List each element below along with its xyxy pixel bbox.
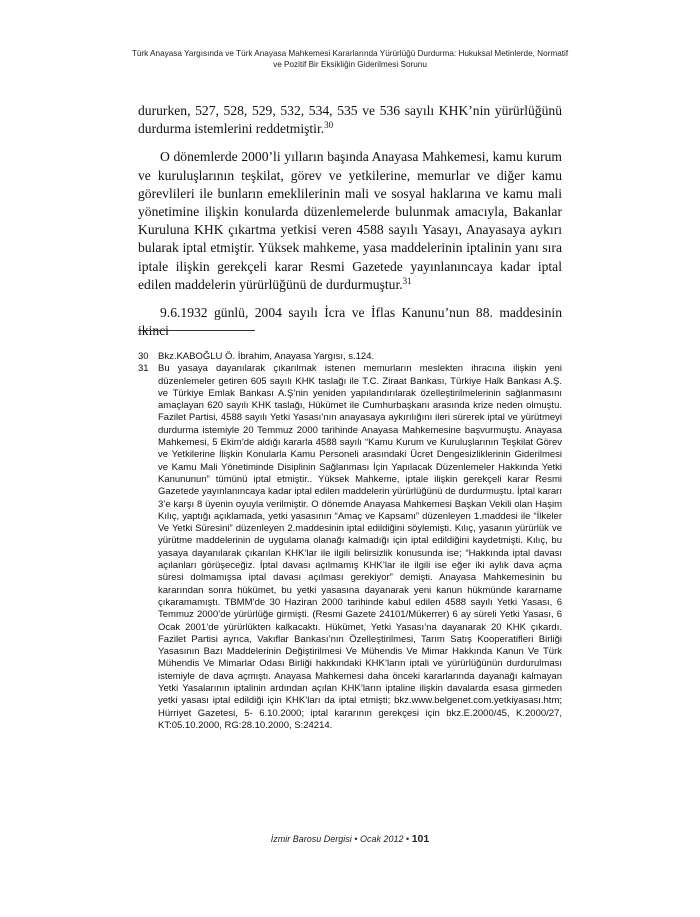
footnote-number: 30 (138, 351, 149, 362)
page-footer (138, 833, 562, 845)
paragraph-text: O dönemlerde 2000’li yılların başında Anayasa Mahkemesi, kamu kurum ve kuruluşlarının teşkilat, görev ve yetkilerine, memurlar ve diğer kamu görevlileri ile bunların emeklilerinin mali ve sosyal haklarına ve kamu mali yönetimine ilişkin konularda düzenlemelerde bulunmak amacıyla, Bakanlar Kuruluna KHK çıkartma yetkisi veren 4588 sayılı Yasayı, Anayasaya aykırı bularak iptal etmiştir. Yüksek mahkeme, yasa maddelerinin iptalinin yanı sıra iptale ilişkin gerekçeli karar Resmi Gazetede yayınlanıncaya kadar iptal edilen maddelerin yürürlüğünü de durdurmuştur. (138, 149, 562, 292)
issue-date: Ocak 2012 (359, 834, 404, 844)
body-text (138, 102, 562, 350)
paragraph-text: dururken, 527, 528, 529, 532, 534, 535 ve 536 sayılı KHK’nin yürürlüğünü durdurma istemlerini reddetmiştir. (138, 103, 562, 137)
running-header (130, 48, 570, 70)
footnote-ref-30: 30 (324, 120, 334, 131)
footnote-separator (138, 330, 255, 331)
footnote (138, 363, 562, 732)
journal-name: İzmir Barosu Dergisi (270, 834, 352, 844)
footnotes (138, 351, 562, 732)
footnote (138, 351, 562, 363)
body-paragraph (138, 148, 562, 294)
footnote-ref-31: 31 (402, 275, 412, 286)
footer-separator: • (354, 834, 358, 844)
footer-separator: • (406, 834, 410, 844)
page-number: 101 (411, 833, 430, 845)
body-paragraph (138, 304, 562, 340)
paragraph-text: 9.6.1932 günlü, 2004 sayılı İcra ve İflas Kanunu’nun 88. maddesinin ikinci (138, 305, 562, 339)
footnote-text: Bu yasaya dayanılarak çıkarılmak istenen memurların meslekten ihracına ilişkin yeni düzenlemeler getiren 605 sayılı KHK taslağı ile T.C. Ziraat Bankası, Türkiye Halk Bankası A.Ş. ve Türkiye Emlak Bankası A.Ş’nin yeniden yapılandırılarak özelleştirilmelerinin sağlanmasını amaçlayan 620 sayılı KHK taslağı, Hükümet ile Cumhurbaşkanı arasında krize neden olmuştu. Fazilet Partisi, 4588 sayılı Yetki Yasası’nın anayasaya aykırılığını ileri sürerek iptal ve yürütmeyi durdurma istemiyle 20 Temmuz 2000 tarihinde Anayasa Mahkemesine başvurmuştu. Anayasa Mahkemesi, 5 Ekim’de aldığı kararla 4588 sayılı “Kamu Kurum ve Kuruluşlarının Teşkilat Görev ve Yetkilerine İlişkin Konularla Kamu Personeli arasındaki Ücret Dengesizliklerinin Giderilmesi ve Kamu Mali Yönetiminde Disiplinin Sağlanması İçin Yapılacak Düzenlemeler Hakkında Yetki Kanununun” tümünü iptal etmiştir.. Yüksek Mahkeme, iptale ilişkin gerekçeli karar Resmi Gazetede yayınlanıncaya kadar iptal edilen maddelerin yürürlüğünü de durdurmuştu. İptal kararı 3’e karşı 8 üyenin oyuyla verilmiştir. O dönemde Anayasa Mahkemesi Başkan Vekili olan Haşim Kılıç, yaptığı açıklamada, yetki yasasının “Amaç ve Kapsamı” düzenleyen 1.maddesi ile “İlkeler Ve Yetki Süresini” düzenleyen 2.maddesinin iptal edildiğini söylemişti. Kılıç, yasanın yürürlük ve yürütme maddelerinin de uygulama olanağı kalmadığı için iptal edildiğini kaydetmişti. Kılıç, bu yasaya dayanılarak çıkarılan KHK’lar ile ilgili belirsizlik konusunda ise; “Hakkında iptal davası açılanları görüşeceğiz. İptal davası açılmamış KHK’lar ile ilgili ise eğer iki aylık dava açma süresi dolmamışsa iptal davası açılması gerekiyor” demişti. Anayasa Mahkemesinin bu kararından sonra hükümet, bu yetki yasasına dayanarak yeni kanun hükmünde kararname çıkaramamıştı. TBMM’de 30 Haziran 2000 tarihinde kabul edilen 4588 sayılı Yetki Yasası, 6 Temmuz 2000’de yürürlüğe girmişti. (Resmi Gazete 24101/Mükerrer) 6 ay süreli Yetki Yasası, 6 Ocak 2001’de yürürlükten kalkacaktı. Hükümet, Yetki Yasası’na dayanarak 20 KHK çıkardı. Fazilet Partisi ayrıca, Vakıflar Bankası’nın Özelleştirilmesi, Tarım Satış Kooperatifleri Birliği Yasasının Bazı Maddelerinin Değiştirilmesi Ve Mühendis Ve Mimar Hakkında Kanun Ve Türk Mühendis Ve Mimarlar Odası Birliği hakkındaki KHK’ların iptali ve yürürlüğünün durdurulması istemiyle de dava açmıştı. Anayasa Mahkemesi daha önceki kararlarında dayanağı kalmayan Yetki Yasalarının iptalinin ardından açılan KHK’ların iptaline ilişkin davalarda esasa girmeden yetki yasası iptal edildiği için KHK’ları da iptal etmişti; bkz.www.belgenet.com.yetkiyasası.htm; Hürriyet Gazetesi, 5- 6.10.2000; iptal kararının gerekçesi için bkz.E.2000/45, K.2000/27, KT:05.10.2000, RG:28.10.2000, S:24214. (158, 363, 562, 731)
running-header-line-2: ve Pozitif Bir Eksikliğin Giderilmesi Sorunu (273, 60, 427, 69)
footnote-text: Bkz.KABOĞLU Ö. İbrahim, Anayasa Yargısı, s.124. (158, 351, 375, 362)
running-header-line-1: Türk Anayasa Yargısında ve Türk Anayasa Mahkemesi Kararlarında Yürürlüğü Durdurma: Hukuksal Metinlerde, Normatif (131, 49, 569, 58)
footnote-number: 31 (138, 363, 149, 375)
body-paragraph (138, 102, 562, 138)
